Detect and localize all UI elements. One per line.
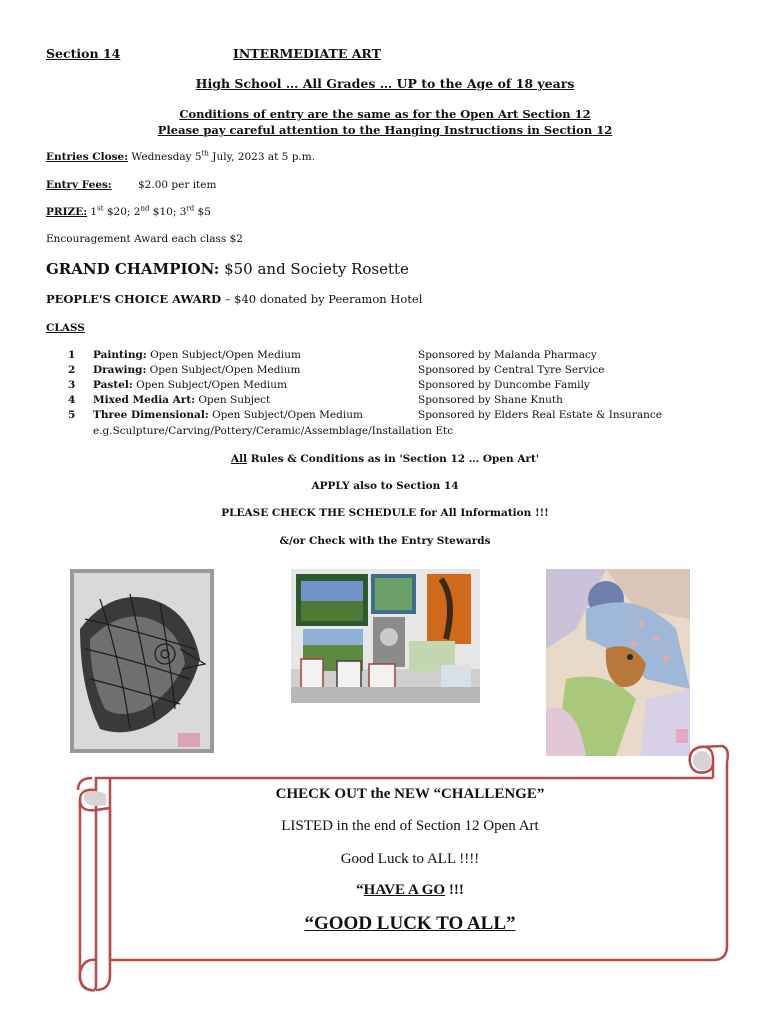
class-sponsor: Sponsored by Duncombe Family [418,379,590,391]
class-title: Three Dimensional: Open Subject/Open Medium [93,409,363,421]
rules-all: All [230,453,248,465]
entries-close-value: Wednesday 5th July, 2023 at 5 p.m. [131,149,316,163]
class-number: 2 [68,364,76,376]
condition-line-1: Conditions of entry are the same as for the Open Art Section 12 [179,107,591,121]
challenge-listed: LISTED in the end of Section 12 Open Art [281,818,539,834]
class-heading: CLASS [46,322,85,334]
check-schedule-line: PLEASE CHECK THE SCHEDULE for All Information !!! [221,507,549,519]
class-title: Mixed Media Art: Open Subject [93,394,271,406]
class-number: 5 [68,409,76,421]
class-number: 4 [68,394,76,406]
peoples-choice-label: PEOPLE'S CHOICE AWARD [46,292,222,306]
class-example: e.g.Sculpture/Carving/Pottery/Ceramic/Assemblage/Installation Etc [93,425,454,437]
apply-line: APPLY also to Section 14 [311,480,459,492]
entry-fees-value: $2.00 per item [138,179,217,191]
condition-line-2: Please pay careful attention to the Hanging Instructions in Section 12 [157,123,613,137]
class-title: Pastel: Open Subject/Open Medium [93,379,287,391]
encouragement-award: Encouragement Award each class $2 [46,233,243,245]
good-luck-line: Good Luck to ALL !!!! [340,851,480,867]
class-title: Drawing: Open Subject/Open Medium [93,364,301,376]
class-sponsor: Sponsored by Shane Knuth [418,394,563,406]
prize-value: 1st $20; 2nd $10; 3rd $5 [87,204,211,218]
class-number: 3 [68,379,76,391]
scroll-outline [78,746,728,990]
check-stewards-line: &/or Check with the Entry Stewards [279,535,491,547]
grand-champion-value: $50 and Society Rosette [219,260,409,278]
challenge-heading: CHECK OUT the NEW “CHALLENGE” [275,786,545,802]
entry-fees-label: Entry Fees: [46,179,112,191]
grand-champion-label: GRAND CHAMPION: [46,260,220,278]
class-sponsor: Sponsored by Central Tyre Service [418,364,605,376]
entries-close-label: Entries Close: [46,151,129,163]
peoples-choice-value: – $40 donated by Peeramon Hotel [221,292,423,306]
page-title: INTERMEDIATE ART [233,46,381,61]
class-number: 1 [68,349,76,361]
class-sponsor: Sponsored by Elders Real Estate & Insurance [418,409,662,421]
have-a-go-text: HAVE A GO [363,882,446,898]
good-luck-to-all: “GOOD LUCK TO ALL” [304,913,516,934]
prize-label: PRIZE: [46,206,88,218]
page-subtitle: High School … All Grades … UP to the Age of 18 years [195,76,575,91]
have-a-go-line: “HAVE A GO !!! [356,882,464,898]
section-number: Section 14 [46,46,121,61]
rules-rest: Rules & Conditions as in 'Section 12 … Open Art' [247,453,540,465]
class-sponsor: Sponsored by Malanda Pharmacy [418,349,597,361]
class-title: Painting: Open Subject/Open Medium [93,349,301,361]
